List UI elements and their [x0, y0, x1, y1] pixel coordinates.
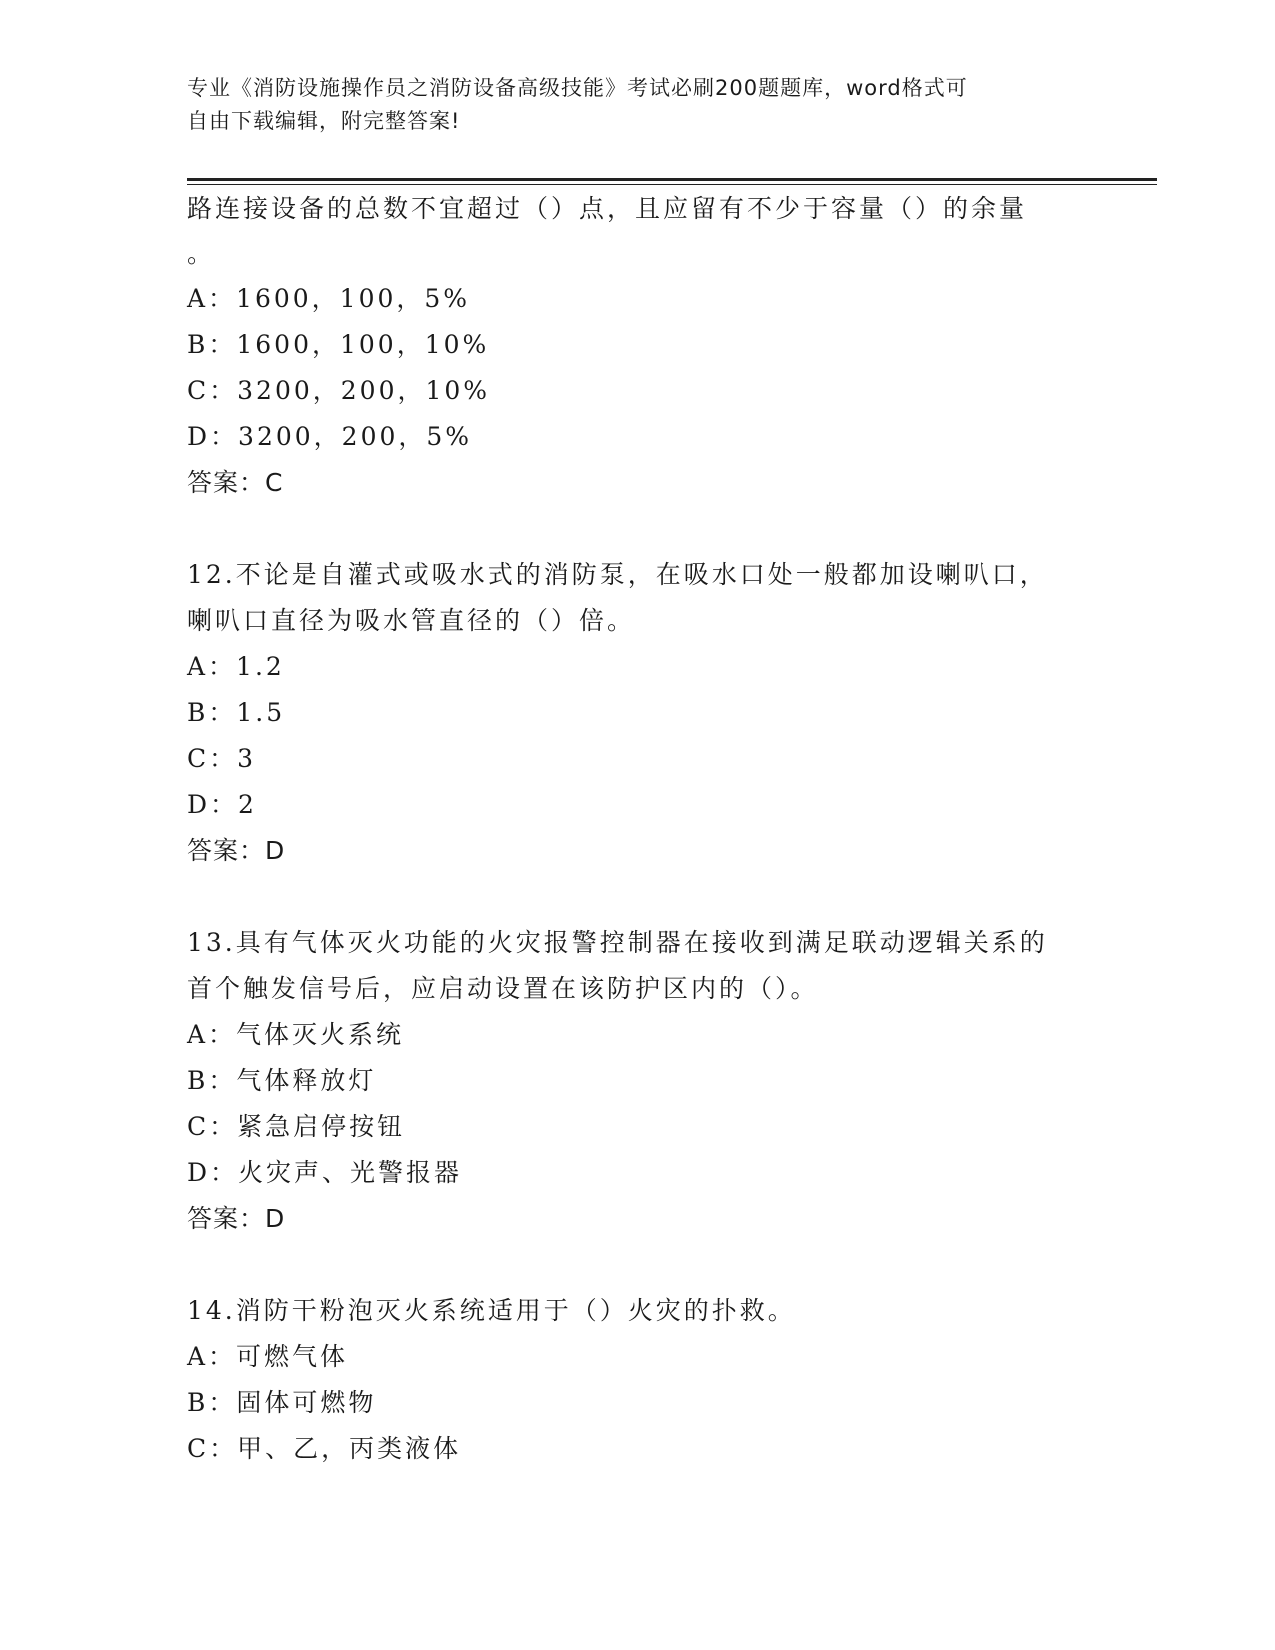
document-header [187, 72, 1067, 138]
question-text-line-2: 首个触发信号后，应启动设置在该防护区内的（）。 [187, 974, 819, 1003]
question-text-end: 。 [187, 239, 216, 268]
question-11 [187, 186, 1087, 506]
header-line-1: 专业《消防设施操作员之消防设备高级技能》考试必刷200题题库，word格式可 [187, 76, 968, 100]
question-list [187, 186, 1087, 1472]
option-b: B：气体释放灯 [187, 1066, 377, 1095]
option-c: C：3 [187, 744, 257, 773]
option-a: A：1.2 [187, 652, 285, 681]
option-a: A：气体灭火系统 [187, 1020, 405, 1049]
question-text: 路连接设备的总数不宜超过（）点，且应留有不少于容量（）的余量 [187, 194, 1028, 223]
spacer [187, 1242, 1087, 1288]
option-d: D：3200，200，5% [187, 422, 473, 451]
question-text-line-1: 14.消防干粉泡灭火系统适用于（）火灾的扑救。 [187, 1296, 796, 1325]
option-b: B：1600，100，10% [187, 330, 490, 359]
question-text-line-1: 12.不论是自灌式或吸水式的消防泵，在吸水口处一般都加设喇叭口， [187, 560, 1048, 589]
option-b: B：固体可燃物 [187, 1388, 377, 1417]
question-13 [187, 920, 1087, 1242]
question-12 [187, 552, 1087, 874]
answer: 答案：D [187, 1204, 286, 1233]
header-rule-thick [187, 178, 1157, 181]
option-a: A：1600，100，5% [187, 284, 471, 313]
header-line-2: 自由下载编辑，附完整答案! [187, 109, 461, 133]
option-b: B：1.5 [187, 698, 286, 727]
option-c: C：紧急启停按钮 [187, 1112, 406, 1141]
answer: 答案：D [187, 836, 286, 865]
option-c: C：甲、乙，丙类液体 [187, 1434, 462, 1463]
option-d: D：火灾声、光警报器 [187, 1158, 463, 1187]
spacer [187, 506, 1087, 552]
spacer [187, 874, 1087, 920]
option-a: A：可燃气体 [187, 1342, 349, 1371]
question-14 [187, 1288, 1087, 1472]
header-rule-thin [187, 184, 1157, 185]
question-text-line-1: 13.具有气体灭火功能的火灾报警控制器在接收到满足联动逻辑关系的 [187, 928, 1048, 957]
answer: 答案：C [187, 468, 284, 497]
option-c: C：3200，200，10% [187, 376, 491, 405]
option-d: D：2 [187, 790, 257, 819]
question-text-line-2: 喇叭口直径为吸水管直径的（）倍。 [187, 606, 636, 635]
